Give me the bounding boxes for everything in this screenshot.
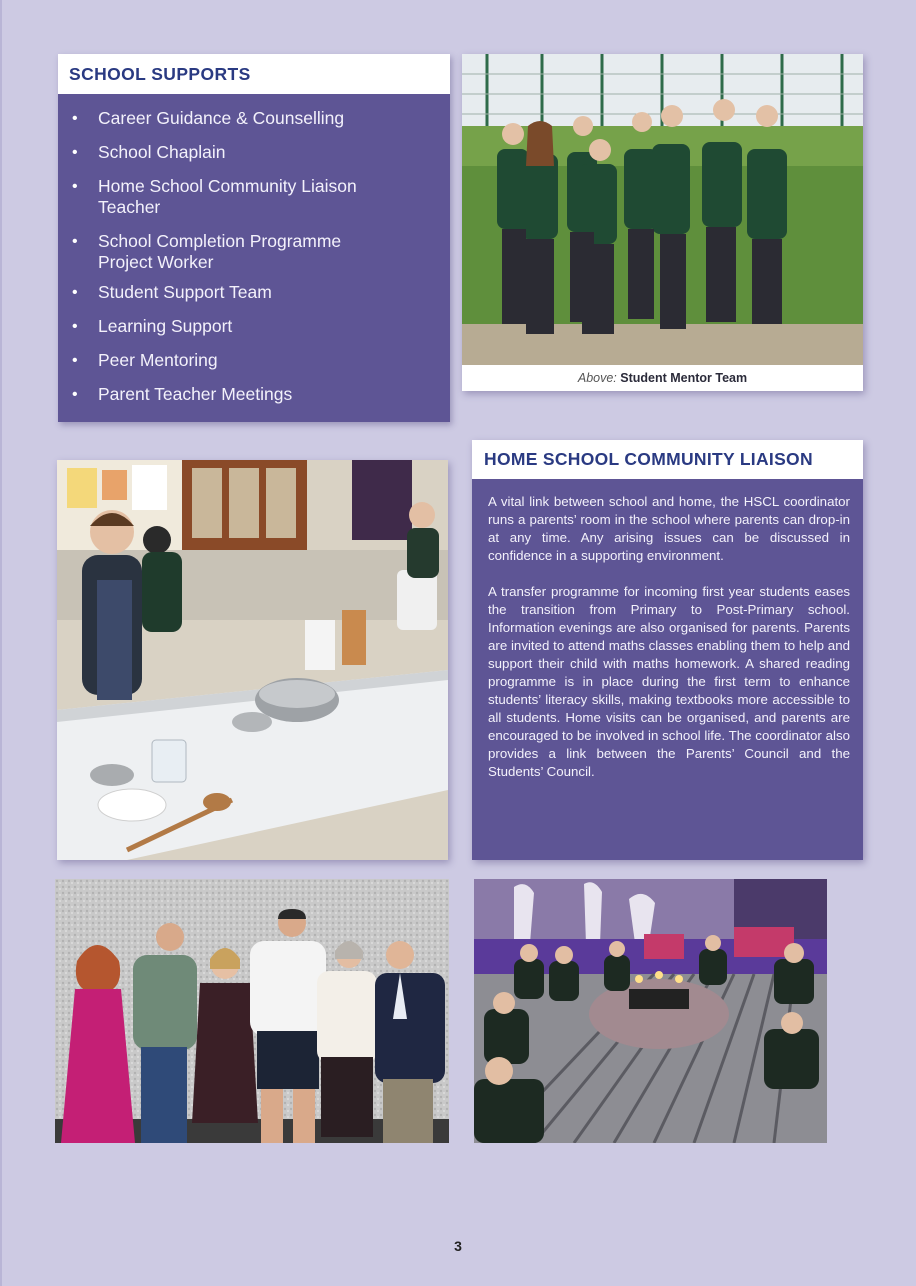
school-supports-header <box>58 54 450 94</box>
school-supports-list-area <box>58 94 450 422</box>
list-item: • School Completion Programme Project Worker <box>72 231 382 273</box>
hscl-body <box>472 479 863 860</box>
school-supports-list <box>72 108 436 405</box>
hscl-paragraph-2: A transfer programme for incoming first year students eases the transition from Primary to Post-Primary school. Information evenings are also organised for parents. Parents are invited to attend maths classes enabling them to help and support their child with maths homework. A shared reading programme is in place during the first term to enhance students’ literacy skills, making textbooks more accessible to all students. Home visits can be organised, and parents are encouraged to be involved in school life. The coordinator also provides a link between the Parents’ Council and the Students’ Council. <box>488 584 850 779</box>
list-item: • Learning Support <box>72 316 436 337</box>
list-item: • Parent Teacher Meetings <box>72 384 436 405</box>
caption-prefix: Above: <box>577 371 617 385</box>
home-economics-class-photo <box>57 460 448 860</box>
hscl-paragraph-1: A vital link between school and home, the HSCL coordinator runs a parents’ room in the school where parents can drop-in at any time. Any arising issues can be discussed in confidence in a supporting environment. <box>488 494 850 563</box>
list-item: • Peer Mentoring <box>72 350 436 371</box>
school-supports-title: SCHOOL SUPPORTS <box>69 64 251 84</box>
page-number: 3 <box>454 1238 462 1254</box>
list-item: • School Chaplain <box>72 142 436 163</box>
mentoring-room-photo <box>474 879 827 1143</box>
student-mentor-team-photo <box>462 54 863 365</box>
list-item: • Career Guidance & Counselling <box>72 108 436 129</box>
list-item: • Home School Community Liaison Teacher <box>72 176 362 218</box>
student-mentor-photo-card <box>462 54 863 391</box>
school-supports-panel <box>58 54 450 422</box>
hscl-panel <box>472 440 863 860</box>
hscl-header <box>472 440 863 479</box>
hscl-title: HOME SCHOOL COMMUNITY LIAISON <box>484 449 813 469</box>
photo-caption <box>462 365 863 391</box>
list-item: • Student Support Team <box>72 282 436 303</box>
caption-name: Student Mentor Team <box>620 371 748 385</box>
staff-group-photo <box>55 879 449 1143</box>
